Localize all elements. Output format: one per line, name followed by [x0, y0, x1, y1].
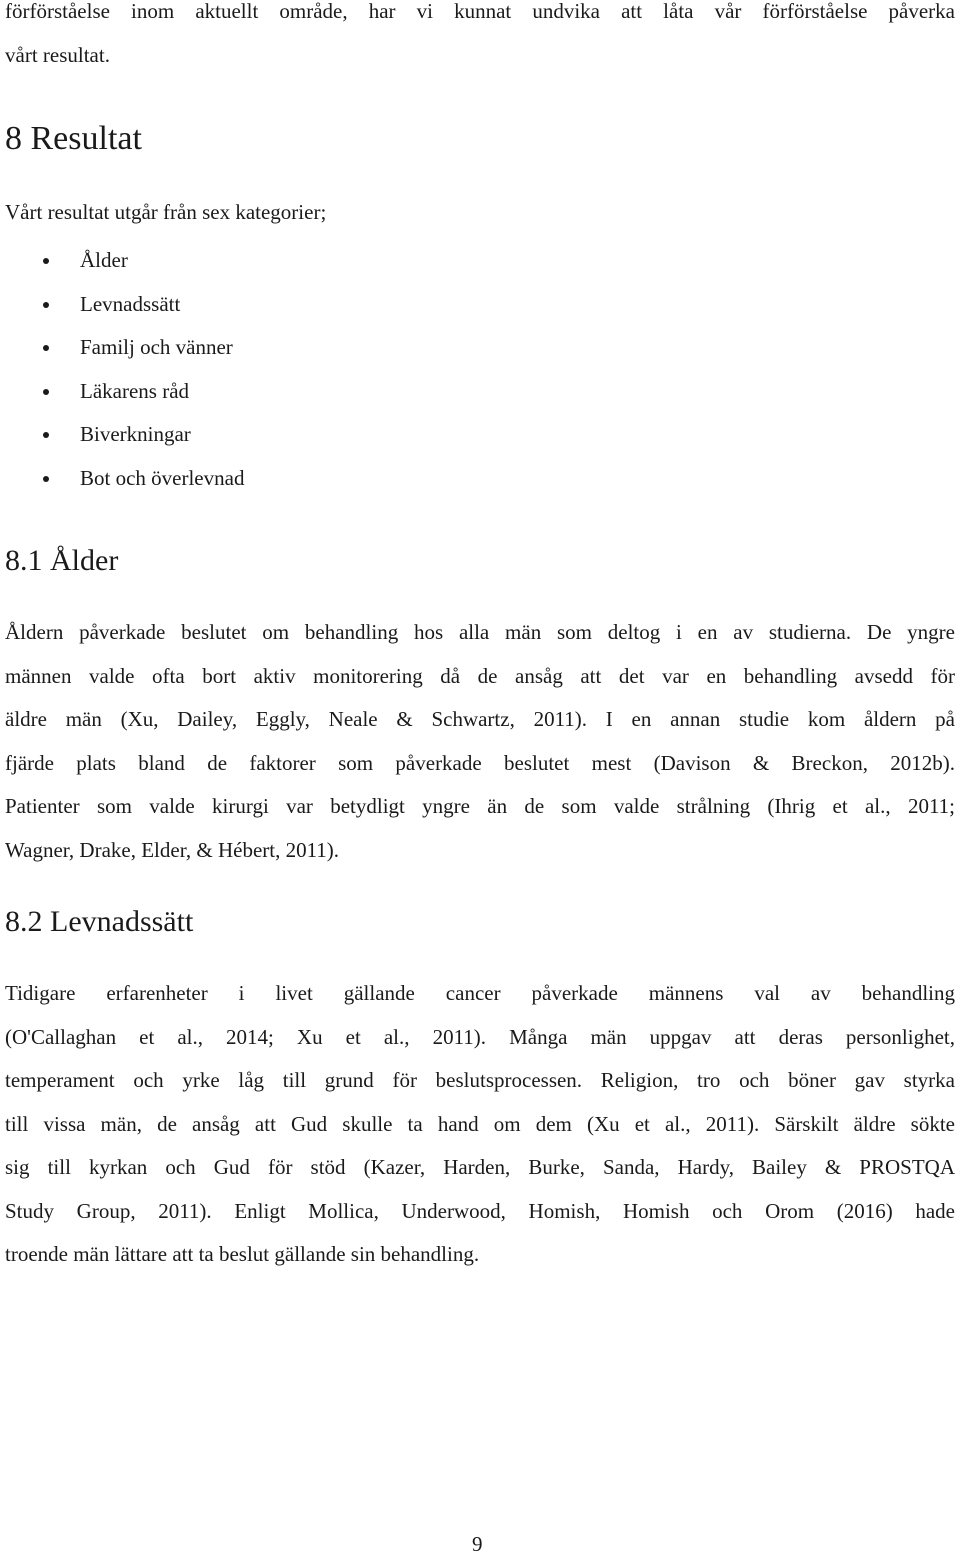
- paragraph-line: (O'Callaghan et al., 2014; Xu et al., 2011). Många män uppgav att deras personlighet,: [5, 1024, 955, 1049]
- category-list: [5, 239, 244, 501]
- list-item-label: Bot och överlevnad: [80, 465, 245, 490]
- paragraph-line: temperament och yrke låg till grund för beslutsprocessen. Religion, tro och böner gav styrka: [5, 1068, 955, 1092]
- list-item: [5, 283, 244, 327]
- list-item: [5, 413, 244, 457]
- section-heading-alder: 8.1 Ålder: [5, 544, 119, 577]
- alder-paragraph: [5, 611, 955, 872]
- list-item: [5, 239, 244, 283]
- paragraph-line: Patienter som valde kirurgi var betydligt yngre än de som valde strålning (Ihrig et al., 2011;: [5, 794, 955, 818]
- section-heading-resultat: 8 Resultat: [5, 120, 142, 157]
- paragraph-line: sig till kyrkan och Gud för stöd (Kazer, Harden, Burke, Sanda, Hardy, Bailey & PROSTQA: [5, 1155, 955, 1179]
- paragraph-line: vårt resultat.: [5, 42, 110, 67]
- bullet-icon: [43, 389, 49, 395]
- section-intro: Vårt resultat utgår från sex kategorier;: [5, 200, 327, 224]
- paragraph-line: äldre män (Xu, Dailey, Eggly, Neale & Schwartz, 2011). I en annan studie kom åldern på: [5, 707, 955, 731]
- paragraph-line: till vissa män, de ansåg att Gud skulle ta hand om dem (Xu et al., 2011). Särskilt äldre sökte: [5, 1111, 955, 1136]
- paragraph-line: Åldern påverkade beslutet om behandling hos alla män som deltog i en av studierna. De yngre: [5, 620, 955, 644]
- paragraph-line: Tidigare erfarenheter i livet gällande cancer påverkade männens val av behandling: [5, 981, 955, 1005]
- section-heading-levnadssatt: 8.2 Levnadssätt: [5, 905, 194, 938]
- list-item: [5, 457, 244, 501]
- paragraph-line: männen valde ofta bort aktiv monitorering då de ansåg att det var en behandling avsedd för: [5, 663, 955, 688]
- paragraph-line: Study Group, 2011). Enligt Mollica, Underwood, Homish, Homish och Orom (2016) hade: [5, 1198, 955, 1223]
- list-item: [5, 326, 244, 370]
- list-item: [5, 370, 244, 414]
- bullet-icon: [43, 432, 49, 438]
- list-item-label: Ålder: [80, 248, 128, 272]
- continued-paragraph: [5, 0, 955, 77]
- paragraph-line: Wagner, Drake, Elder, & Hébert, 2011).: [5, 837, 340, 862]
- page-number: 9: [472, 1532, 483, 1556]
- list-item-label: Familj och vänner: [80, 335, 233, 360]
- bullet-icon: [43, 258, 49, 264]
- list-item-label: Läkarens råd: [80, 378, 190, 403]
- list-item-label: Biverkningar: [80, 422, 191, 447]
- bullet-icon: [43, 345, 49, 351]
- bullet-icon: [43, 476, 49, 482]
- paragraph-line: fjärde plats bland de faktorer som påverkade beslutet mest (Davison & Breckon, 2012b).: [5, 750, 955, 775]
- levnadssatt-paragraph: [5, 972, 955, 1277]
- paragraph-line: förförståelse inom aktuellt område, har vi kunnat undvika att låta vår förförståelse påverka: [5, 0, 955, 23]
- list-item-label: Levnadssätt: [80, 291, 181, 316]
- bullet-icon: [43, 302, 49, 308]
- paragraph-line: troende män lättare att ta beslut gällande sin behandling.: [5, 1242, 480, 1266]
